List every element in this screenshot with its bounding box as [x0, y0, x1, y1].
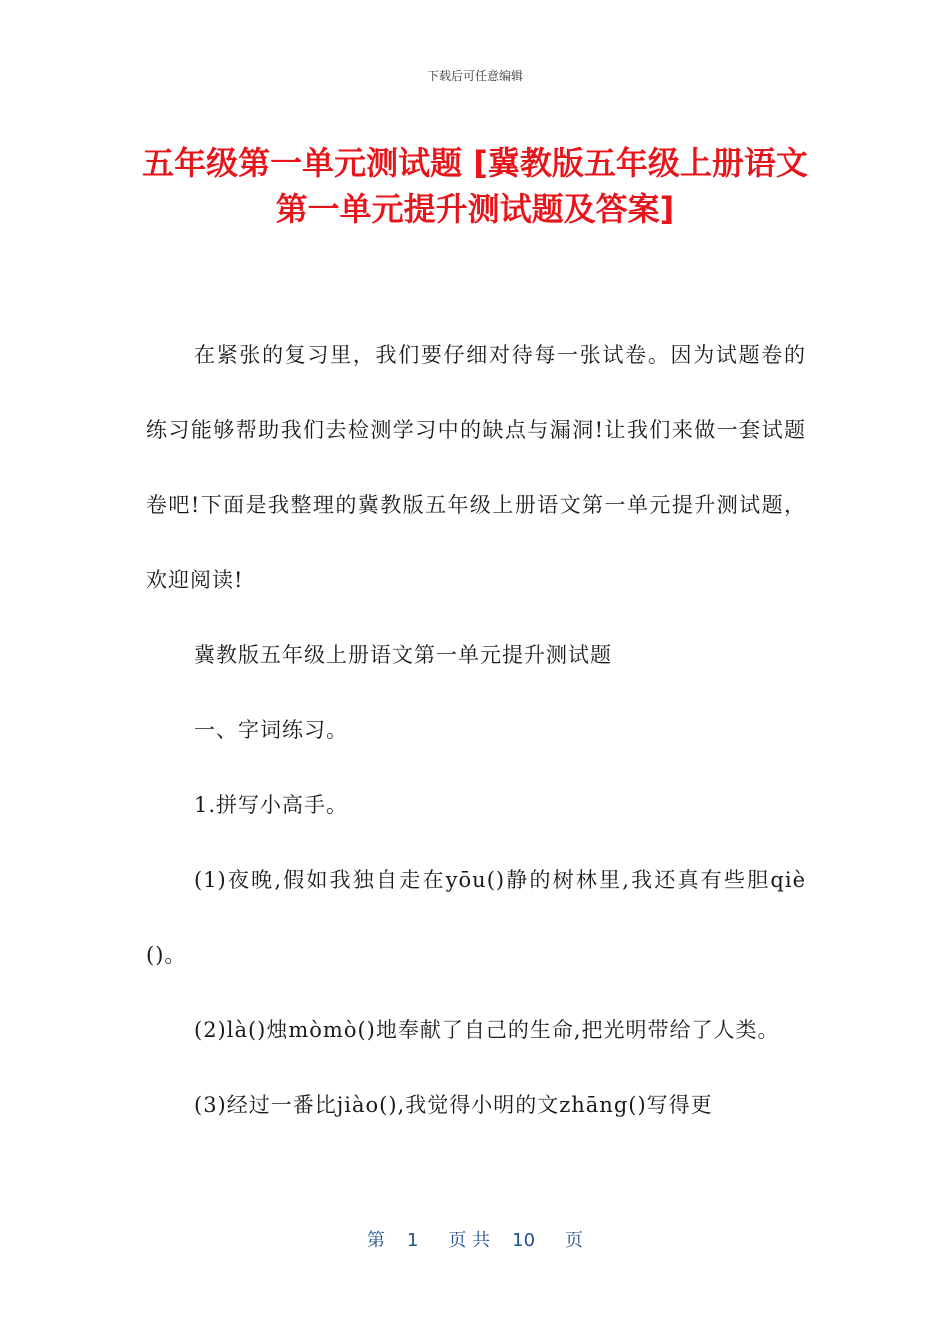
question-item: (2)là()烛mòmò()地奉献了自己的生命,把光明带给了人类。: [194, 1018, 780, 1042]
section-heading: 冀教版五年级上册语文第一单元提升测试题: [194, 643, 612, 667]
page-footer: [0, 1226, 950, 1252]
footer-suffix: 页: [565, 1230, 584, 1251]
footer-prefix: 第: [366, 1230, 385, 1251]
question-item: (3)经过一番比jiào(),我觉得小明的文zhāng()写得更: [194, 1093, 713, 1117]
footer-middle: 页 共: [448, 1230, 491, 1251]
header-note: 下载后可任意编辑: [426, 69, 523, 83]
total-page-count: 10: [512, 1230, 536, 1251]
part-heading: 一、字词练习。: [194, 718, 348, 742]
intro-paragraph: 在紧张的复习里，我们要仔细对待每一张试卷。因为试题卷的练习能够帮助我们去检测学习中的缺点与漏洞!让我们来做一套试题卷吧!下面是我整理的冀教版五年级上册语文第一单元提升测试题，欢迎阅读!: [146, 343, 806, 592]
current-page-number: 1: [406, 1230, 419, 1251]
question-item: (1)夜晚,假如我独自走在yōu()静的树林里,我还真有些胆qiè()。: [146, 868, 806, 967]
document-title: 五年级第一单元测试题 [冀教版五年级上册语文第一单元提升测试题及答案]: [142, 144, 808, 228]
question-heading: 1.拼写小高手。: [194, 793, 349, 817]
document-body: [146, 318, 806, 1143]
